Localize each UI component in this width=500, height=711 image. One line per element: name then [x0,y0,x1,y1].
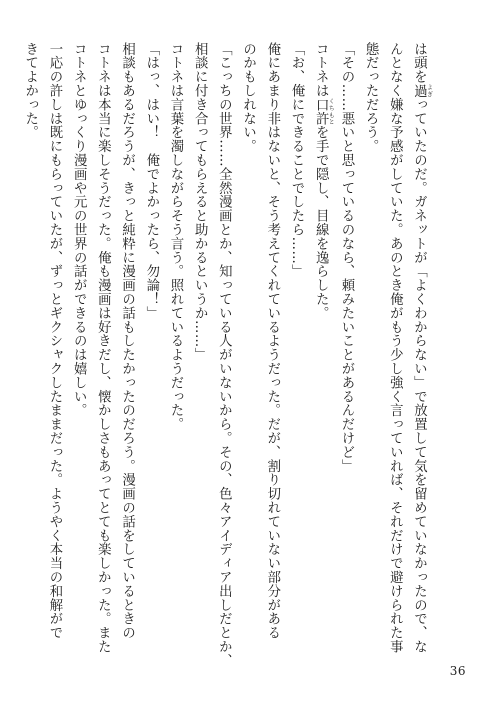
ruby-base: 口許 [313,97,329,126]
text-line-8: のかもしれない。 [240,42,256,154]
text-line-9: 「こっちの世界……全然漫画とか、知っている人がいないから。その、色々アイディア出しだとか、 [216,42,232,668]
text-segment: は頭を [411,42,427,84]
text-segment: っていたのだ。ガネットが「よくわからない」で放置して気を留めていなかったので、な [411,97,427,654]
text-line-10: 相談に付き合ってもらえると助かるというか……」 [192,42,208,362]
text-line-14: コトネは本当に楽しそうだった。俺も漫画は好きだし、懐かしさもあってとても楽しかった。また [95,42,111,654]
text-line-7: 俺にあまり非はないと、そう考えてくれているようだった。だが、割り切れていない部分がある [264,42,280,640]
text-line-4: 「その……悪いと思っているのなら、頼みたいことがあるんだけど」 [338,42,354,473]
text-line-3: 態だっただろう。 [363,42,379,154]
text-line-13: 相談もあるだろうが、きっと純粋に漫画の話もしたかったのだろう。漫画の話をしているときの [119,42,135,640]
text-segment: コトネは [313,42,329,98]
text-segment: を手で隠し、目線を逸らした。 [313,125,329,321]
text-line-12: 「はっ、はい！ 俺でよかったら、勿論！」 [143,42,159,320]
ruby-base: 過 [411,83,427,98]
text-line-15: コトネとゆっくり漫画や元の世界の話ができるのは嬉しい。 [71,42,87,418]
ruby-annotation [313,97,335,126]
text-line-16: 一応の許しは既にもらっていたが、ずっとギクシャクしたままだった。ようやく本当の和解がで [46,42,62,640]
ruby-reading: よぎ [425,83,433,98]
vertical-text-body [22,42,433,668]
text-line-5 [308,42,334,602]
ruby-annotation [411,83,433,98]
ruby-reading: くちもと [327,97,335,126]
text-line-6: 「お、俺にできることでしたら……」 [288,42,304,279]
text-line-17: きてよかった。 [22,42,38,140]
page-number: 36 [449,664,466,678]
text-line-11: コトネは言葉を濁しながらそう言う。照れているようだった。 [167,42,183,432]
text-line-1 [406,42,433,654]
text-line-2: んとなく嫌な予感がしていた。あのとき俺がもう少し強く言っていれば、それだけで避けられた事 [387,42,403,654]
